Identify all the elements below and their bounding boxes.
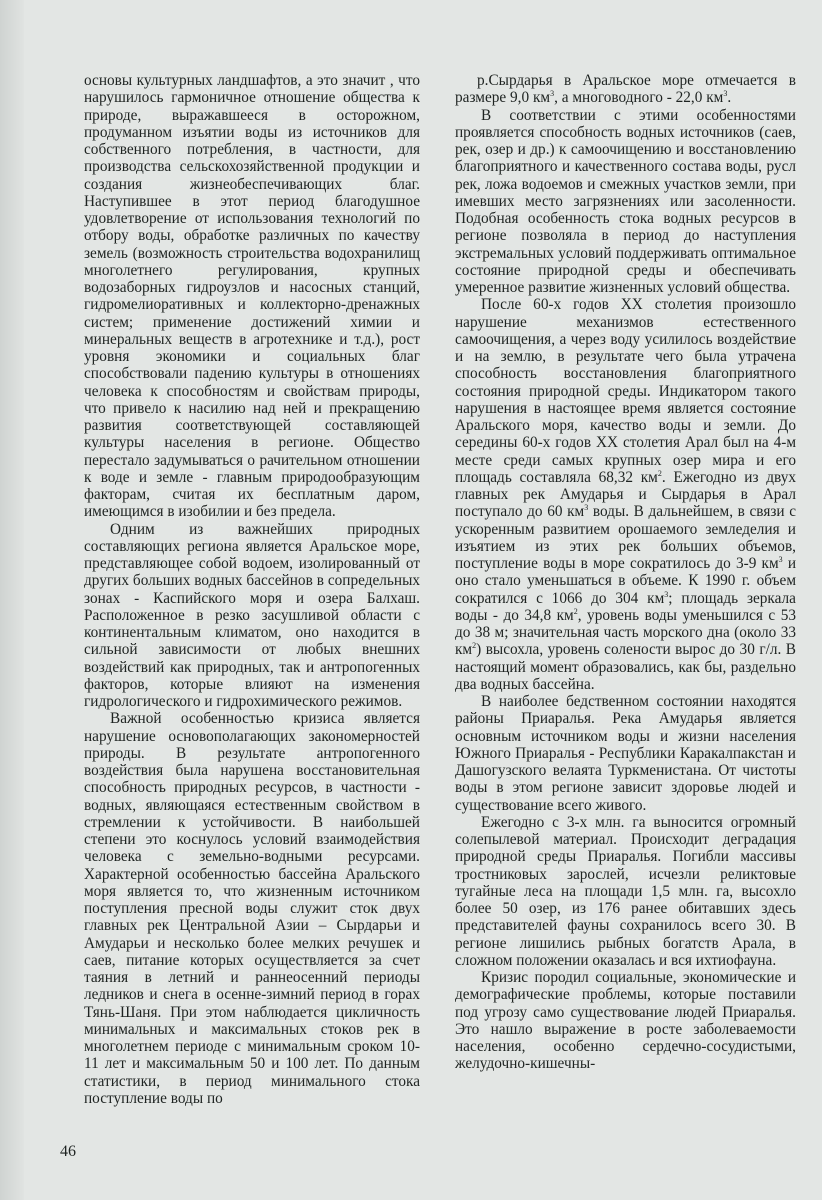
paragraph-salt-dust: Ежегодно с 3-х млн. га выносится огромный солепылевой материал. Происходит деградация природной среды Приаралья. Погибли массивы тростниковых зарослей, исчезли реликтовые тугайные леса на площади 1,5 млн. га, высохло более 50 озер, из 176 ранее обитавших здесь представителей фауны сохранилось всего 30. В регионе лишились рыбных богатств Арала, в сложном положении оказалась и вся ихтиофауна. — [455, 813, 796, 969]
paragraph-self-purification: В соответствии с этими особенностями проявляется способность водных источников (саев, рек, озер и др.) к самоочищению и восстановлению благоприятного и качественного состава воды, русл рек, ложа водоемов и смежных участков земли, при имевших место загрязнениях или засоленности. Подобная особенность стока водных ресурсов в регионе позволяла в период до наступления экстремальных условий поддерживать оптимальное состояние природной среды и обеспечивать умеренное развитие жизненных условий общества. — [455, 106, 796, 296]
page-binding-edge — [0, 0, 24, 1200]
paragraph-syrdarya-runoff: р.Сырдарья в Аральское море отмечается в размере 9,0 $км^3$, а многоводного - 22,0 $км^3$. — [455, 72, 796, 107]
right-column — [455, 72, 796, 1073]
paragraph-after-1960s: После 60-х годов XX столетия произошло нарушение механизмов естественного самоочищения, а через воду усилилось воздействие и на землю, в результате чего была утрачена способность восстановления благоприятного состояния природной среды. Индикатором такого нарушения в настоящее время является состояние Аральского моря, качество воды и земли. До середины 60-х годов XX столетия Арал был на 4-м месте среди самых крупных озер мира и его площадь составляла 68,32 $км^2$. Ежегодно из двух главных рек Амударья и Сырдарья в Арал поступало до 60 $км^3$ воды. В дальнейшем, в связи с ускоренным развитием орошаемого земледелия и изъятием из этих рек больших объемов, поступление воды в море сократилось до 3-9 $км^3$ и оно стало уменьшаться в объеме. К 1990 г. объем сократился с 1066 до 304 $км^3$; площадь зеркала воды - до 34,8 $км^2$, уровень воды уменьшился с 53 до 38 м; значительная часть морского дна (около 33 $км^2$) высохла, уровень солености вырос до 30 г/л. В настоящий момент образовались, как бы, раздельно два водных бассейна. — [455, 296, 797, 693]
paragraph-crisis-feature: Важной особенностью кризиса является нарушение основополагающих закономерностей природы. В результате антропогенного воздействия была нарушена восстановительная способность природных ресурсов, в частности - водных, являющаяся естественным свойством в стремлении к устойчивости. В наибольшей степени это коснулось условий взаимодействия человека с земельно-водными ресурсами. Характерной особенностью бассейна Аральского моря является то, что жизненным источником поступления пресной воды служит сток двух главных рек Центральной Азии – Сырдарьи и Амударьи и несколько более мелких речушек и саев, питание которых осуществляется за счет таяния в летний и раннеосенний периоды ледников и снега в осенне-зимний период в горах Тянь-Шаня. При этом наблюдается цикличность минимальных и максимальных стоков рек в многолетнем периоде с минимальным сроком 10-11 лет и максимальным 50 и 100 лет. По данным статистики, в период минимального стока поступление воды по — [84, 710, 420, 1107]
paragraph-social-problems: Кризис породил социальные, экономические и демографические проблемы, которые поставили под угрозу само существование людей Приаралья. Это нашло выражение в росте заболеваемости населения, особенно сердечно-сосудистыми, желудочно-кишечны- — [455, 969, 796, 1073]
page-number: 46 — [60, 1143, 76, 1160]
left-column — [84, 72, 420, 1107]
paragraph-cultural-landscapes: основы культурных ландшафтов, а это значит , что нарушилось гармоничное отношение общества к природе, выражавшееся в осторожном, продуманном изъятии воды из источников для собственного потребления, в частности, для производства сельскохозяйственной продукции и создания жизнеобеспечивающих благ. Наступившее в этот период благодушное удовлетворение от использования технологий по отбору воды, обработке различных по качеству земель (возможность строительства водохранилищ многолетнего регулирования, крупных водозаборных гидроузлов и насосных станций, гидромелиоративных и коллекторно-дренажных систем; применение достижений химии и минеральных веществ в агротехнике и т.д.), рост уровня экономики и социальных благ способствовали падению культуры в отношениях человека к способностям и свойствам природы, что привело к насилию над ней и прекращению развития соответствующей составляющей культуры населения в регионе. Общество перестало задумываться о рачительном отношении к воде и земле - главным природообразующим факторам, считая их бесплатным даром, имеющимся в изобилии и без предела. — [84, 72, 420, 521]
paragraph-aral-sea: Одним из важнейших природных составляющих региона является Аральское море, представляющее собой водоем, изолированный от других больших водных бассейнов в сопредельных зонах - Каспийского моря и озера Балхаш. Расположенное в резко засушливой области с континентальным климатом, оно находится в сильной зависимости от любых внешних воздействий как природных, так и антропогенных факторов, которые влияют на изменения гидрологического и гидрохимического режимов. — [84, 520, 420, 710]
paragraph-priaralye: В наиболее бедственном состоянии находятся районы Приаралья. Река Амударья является основным источником воды и жизни населения Южного Приаралья - Республики Каракалпакстан и Дашогузского велаята Туркменистана. От чистоты воды в этом регионе зависит здоровье людей и существование всего живого. — [455, 693, 796, 814]
